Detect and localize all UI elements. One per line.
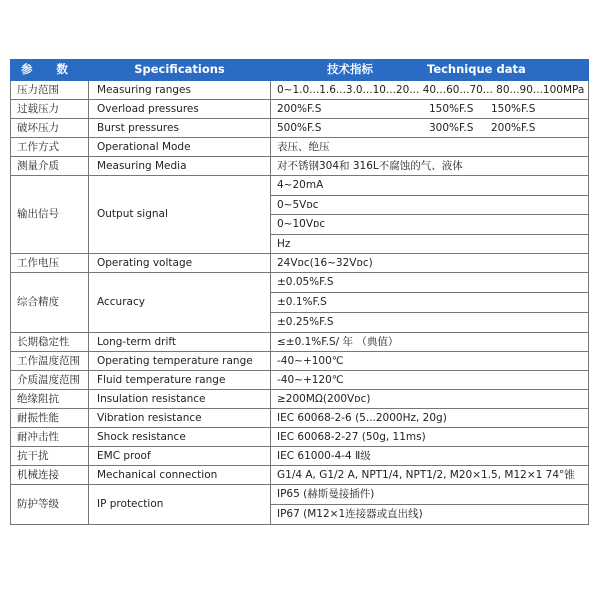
table-row-overload (11, 100, 589, 119)
row-value: IEC 60068-2-27 (50g, 11ms) (271, 428, 589, 447)
output-value: 0~5Vᴅᴄ (271, 195, 589, 215)
row-label-cn: 耐振性能 (11, 409, 89, 428)
row-value: -40~+100℃ (271, 352, 589, 371)
protection-value: IP67 (M12×1连接器或直出线) (271, 505, 589, 525)
burst-value-2: 300%F.S (429, 121, 474, 134)
row-label-en: Operational Mode (89, 138, 271, 157)
row-value: ≥200MΩ(200Vᴅᴄ) (271, 390, 589, 409)
table-row-connection (11, 466, 589, 485)
row-label-en: Measuring ranges (89, 81, 271, 100)
output-value: 4~20mA (271, 176, 589, 196)
row-label-en: EMC proof (89, 447, 271, 466)
row-label-en: Overload pressures (89, 100, 271, 119)
row-label-cn: 防护等级 (11, 485, 89, 525)
table-row-accuracy (11, 273, 589, 293)
row-label-en: Measuring Media (89, 157, 271, 176)
row-value: G1/4 A, G1/2 A, NPT1/4, NPT1/2, M20×1.5, M12×1 74°锥 (271, 466, 589, 485)
burst-value-1: 500%F.S (277, 121, 322, 134)
row-label-en: Operating voltage (89, 254, 271, 273)
row-label-cn: 抗干扰 (11, 447, 89, 466)
row-label-cn: 综合精度 (11, 273, 89, 333)
output-value: 0~10Vᴅᴄ (271, 215, 589, 235)
table-row-op-temp (11, 352, 589, 371)
row-value: 0~1.0...1.6...3.0...10...20... 40...60...70... 80...90...100MPa (271, 81, 589, 100)
table-row-protection (11, 485, 589, 505)
row-label-cn: 工作温度范围 (11, 352, 89, 371)
header-spec: Specifications (89, 60, 271, 81)
row-label-en: Output signal (89, 176, 271, 254)
row-value: IEC 60068-2-6 (5...2000Hz, 20g) (271, 409, 589, 428)
row-label-en: Fluid temperature range (89, 371, 271, 390)
header-data-en: Technique data (427, 62, 526, 77)
burst-value-3: 200%F.S (491, 121, 536, 134)
output-value: Hz (271, 234, 589, 254)
row-value (271, 100, 589, 119)
table-row-fluid-temp (11, 371, 589, 390)
table-row-output (11, 176, 589, 196)
row-label-en: Shock resistance (89, 428, 271, 447)
row-label-en: Vibration resistance (89, 409, 271, 428)
row-label-en: Long-term drift (89, 333, 271, 352)
table-row-voltage (11, 254, 589, 273)
row-value: ≤±0.1%F.S/ 年 （典值） (271, 333, 589, 352)
table-header-row (11, 60, 589, 81)
protection-value: IP65 (赫斯曼接插件) (271, 485, 589, 505)
table-row-emc (11, 447, 589, 466)
accuracy-value: ±0.25%F.S (271, 313, 589, 333)
row-label-cn: 输出信号 (11, 176, 89, 254)
accuracy-value: ±0.05%F.S (271, 273, 589, 293)
row-label-en: Burst pressures (89, 119, 271, 138)
row-label-en: Mechanical connection (89, 466, 271, 485)
row-label-cn: 机械连接 (11, 466, 89, 485)
overload-value-2: 150%F.S (429, 102, 474, 115)
row-label-cn: 破坏压力 (11, 119, 89, 138)
row-label-cn: 测量介质 (11, 157, 89, 176)
table-row-vibration (11, 409, 589, 428)
row-label-cn: 过载压力 (11, 100, 89, 119)
row-label-cn: 耐冲击性 (11, 428, 89, 447)
row-label-en: IP protection (89, 485, 271, 525)
table-row-media (11, 157, 589, 176)
header-data (271, 60, 589, 81)
row-value: 24Vᴅᴄ(16~32Vᴅᴄ) (271, 254, 589, 273)
table-row-insulation (11, 390, 589, 409)
row-value (271, 119, 589, 138)
table-row-range (11, 81, 589, 100)
accuracy-value: ±0.1%F.S (271, 293, 589, 313)
row-label-cn: 工作方式 (11, 138, 89, 157)
spec-sheet (10, 59, 588, 525)
row-value: 对不锈钢304和 316L不腐蚀的气、液体 (271, 157, 589, 176)
table-row-mode (11, 138, 589, 157)
row-label-cn: 介质温度范围 (11, 371, 89, 390)
header-data-cn: 技术指标 (327, 62, 373, 77)
row-label-en: Accuracy (89, 273, 271, 333)
row-label-cn: 工作电压 (11, 254, 89, 273)
row-label-en: Insulation resistance (89, 390, 271, 409)
spec-table (10, 59, 589, 525)
row-value: IEC 61000-4-4 Ⅱ级 (271, 447, 589, 466)
row-value: 表压、绝压 (271, 138, 589, 157)
row-label-cn: 压力范围 (11, 81, 89, 100)
row-label-cn: 长期稳定性 (11, 333, 89, 352)
table-row-drift (11, 333, 589, 352)
table-row-shock (11, 428, 589, 447)
row-value: -40~+120℃ (271, 371, 589, 390)
row-label-cn: 绝缘阻抗 (11, 390, 89, 409)
table-row-burst (11, 119, 589, 138)
overload-value-1: 200%F.S (277, 102, 322, 115)
overload-value-3: 150%F.S (491, 102, 536, 115)
row-label-en: Operating temperature range (89, 352, 271, 371)
header-param: 参 数 (11, 60, 89, 81)
